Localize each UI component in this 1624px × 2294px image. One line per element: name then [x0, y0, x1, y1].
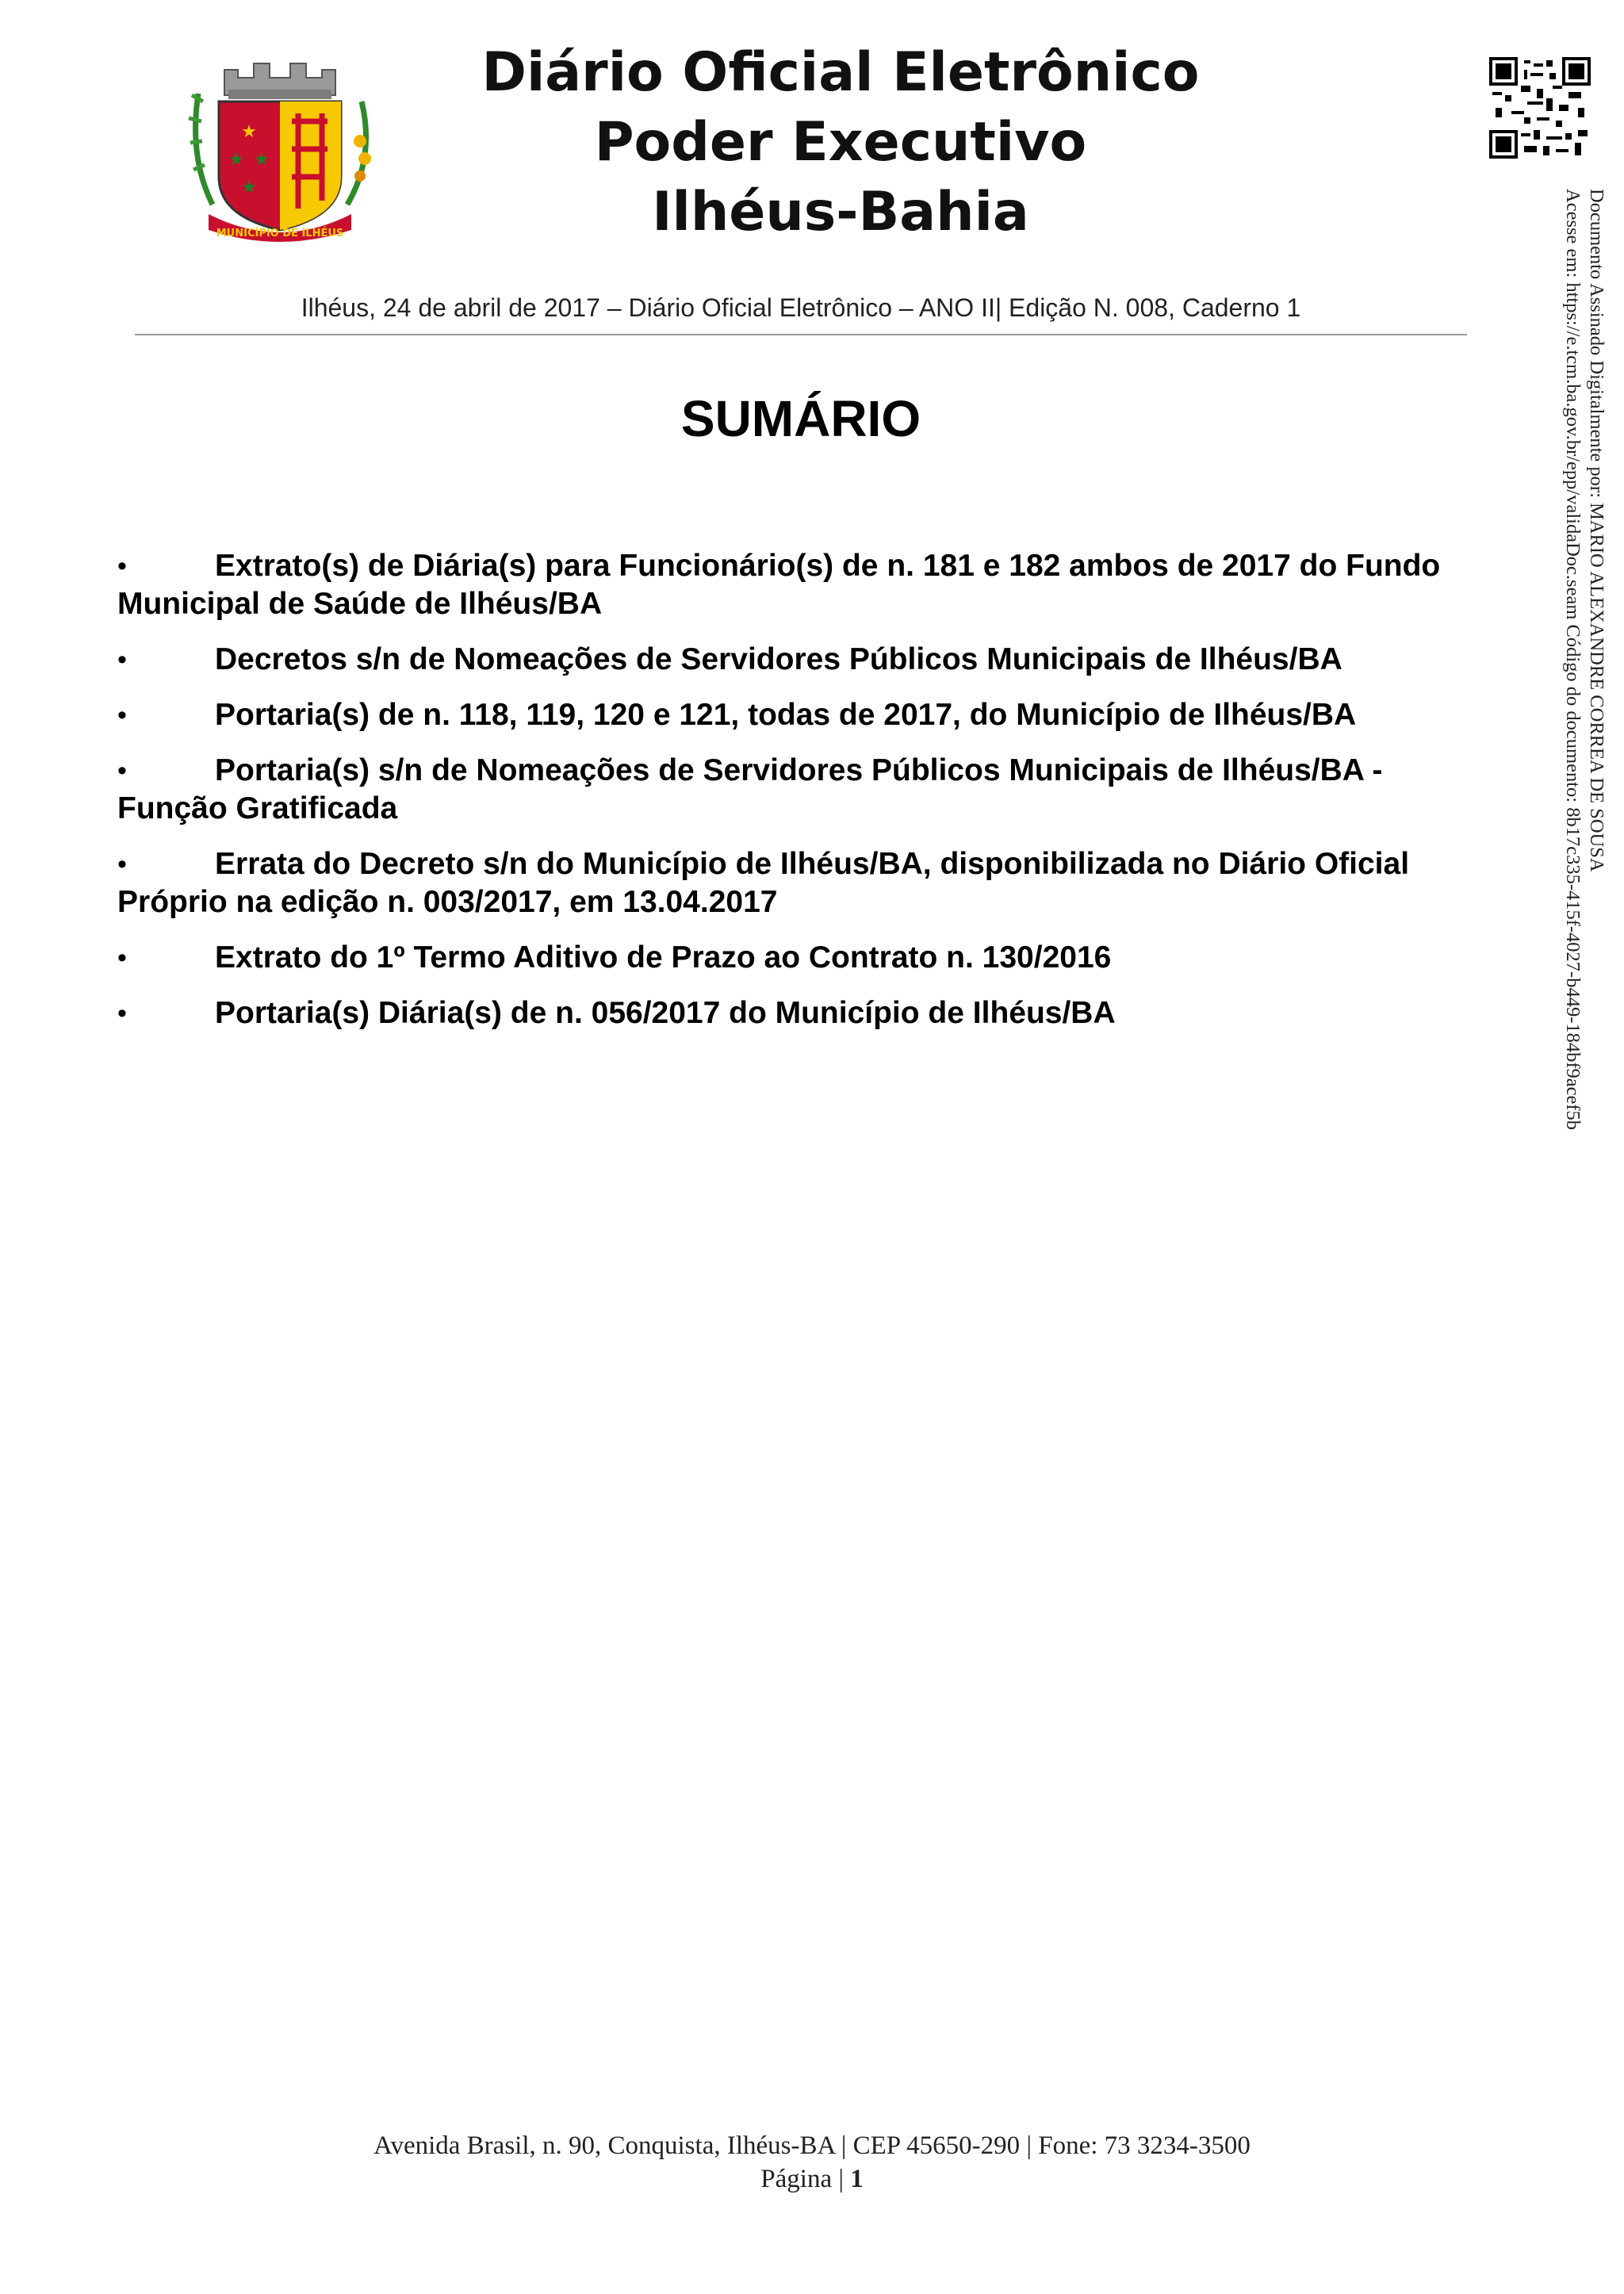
- summary-list: [117, 547, 1450, 1050]
- bullet-icon: •: [117, 756, 127, 786]
- footer: [0, 2129, 1624, 2196]
- summary-item-text: Errata do Decreto s/n do Município de Ilhéus/BA, disponibilizada no Diário Oficial Próprio na edição n. 003/2017, em 13.04.2017: [117, 847, 1410, 919]
- page-label: Página |: [760, 2165, 844, 2193]
- page-number: 1: [850, 2165, 864, 2193]
- summary-item: [117, 845, 1450, 921]
- header-title-line1: Diário Oficial Eletrônico: [481, 41, 1200, 104]
- header-titles: [365, 38, 1316, 247]
- summary-item-text: Portaria(s) de n. 118, 119, 120 e 121, todas de 2017, do Município de Ilhéus/BA: [215, 698, 1357, 732]
- bullet-icon: •: [117, 998, 127, 1028]
- summary-item-text: Portaria(s) s/n de Nomeações de Servidores Públicos Municipais de Ilhéus/BA - Função Gratificada: [117, 753, 1383, 825]
- edition-line: Ilhéus, 24 de abril de 2017 – Diário Oficial Eletrônico – ANO II| Edição N. 008, Caderno 1: [301, 293, 1301, 322]
- footer-page: [0, 2162, 1624, 2196]
- digital-signature-sidebar: [1537, 189, 1608, 1283]
- summary-item-text: Extrato do 1º Termo Aditivo de Prazo ao Contrato n. 130/2016: [215, 940, 1112, 975]
- summary-title: SUMÁRIO: [680, 390, 921, 447]
- signature-line1: Documento Assinado Digitalmente por: MARIO ALEXANDRE CORREA DE SOUSA: [1586, 189, 1607, 872]
- summary-item-text: Portaria(s) Diária(s) de n. 056/2017 do Município de Ilhéus/BA: [215, 996, 1116, 1030]
- header-divider: [135, 334, 1467, 335]
- bullet-icon: •: [117, 849, 127, 879]
- qr-code-icon: [1489, 57, 1591, 159]
- header-title-line2: Poder Executivo: [594, 111, 1087, 174]
- summary-item: [117, 752, 1450, 828]
- bullet-icon: •: [117, 645, 127, 675]
- summary-item-text: Decretos s/n de Nomeações de Servidores Públicos Municipais de Ilhéus/BA: [215, 642, 1342, 676]
- footer-address: Avenida Brasil, n. 90, Conquista, Ilhéus-BA | CEP 45650-290 | Fone: 73 3234-3500: [373, 2131, 1251, 2160]
- summary-item: [117, 547, 1450, 623]
- summary-item: [117, 939, 1450, 977]
- bullet-icon: •: [117, 943, 127, 973]
- header-title-line3: Ilhéus-Bahia: [652, 181, 1029, 243]
- svg-text:★: ★: [228, 149, 244, 169]
- coat-of-arms-logo: [181, 46, 379, 252]
- svg-text:★: ★: [241, 121, 257, 141]
- summary-item-text: Extrato(s) de Diária(s) para Funcionário(s) de n. 181 e 182 ambos de 2017 do Fundo Municipal de Saúde de Ilhéus/BA: [117, 549, 1441, 621]
- svg-text:★: ★: [241, 177, 257, 197]
- summary-item: [117, 641, 1450, 679]
- bullet-icon: •: [117, 551, 127, 581]
- svg-text:MUNICÍPIO DE ILHÉUS: MUNICÍPIO DE ILHÉUS: [216, 228, 344, 239]
- summary-item: [117, 696, 1450, 734]
- bullet-icon: •: [117, 700, 127, 730]
- signature-line2: Acesse em: https://e.tcm.ba.gov.br/epp/validaDoc.seam Código do documento: 8b17c335-415f-4027-b449-184bf9acef5b: [1562, 189, 1584, 1131]
- svg-text:★: ★: [254, 149, 270, 169]
- summary-item: [117, 994, 1450, 1032]
